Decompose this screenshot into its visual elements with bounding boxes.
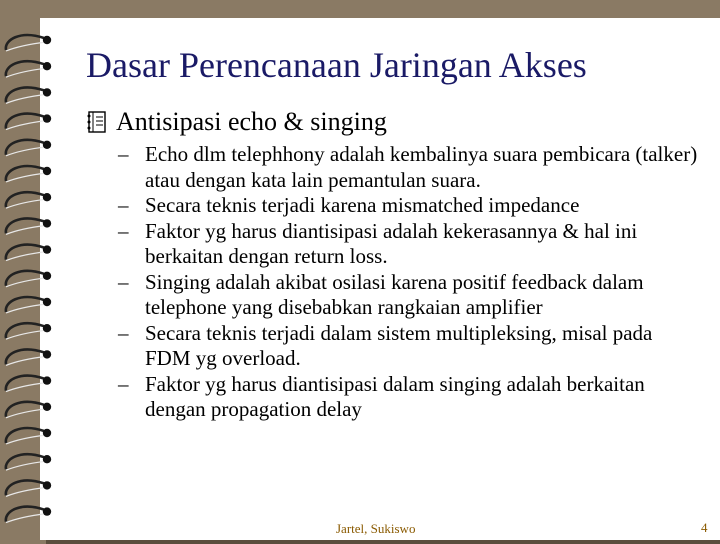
footer-author: Jartel, Sukiswo: [336, 521, 416, 536]
spiral-ring-icon: [6, 245, 51, 261]
spiral-ring-icon: [6, 140, 51, 156]
spiral-ring-icon: [6, 480, 51, 496]
spiral-ring-icon: [6, 428, 51, 444]
sub-bullet-item: [118, 270, 698, 321]
spiral-ring-icon: [6, 376, 51, 392]
sub-bullet-item: [118, 142, 698, 193]
spiral-ring-icon: [6, 192, 51, 208]
spiral-ring-icon: [6, 271, 51, 287]
slide-title: Dasar Perencanaan Jaringan Akses: [86, 45, 587, 85]
sub-bullet-list: [118, 142, 698, 423]
spiral-ring-icon: [6, 402, 51, 418]
sub-bullet-item: [118, 321, 698, 372]
spiral-ring-icon: [6, 114, 51, 130]
dash-marker: –: [118, 269, 129, 294]
spiral-ring-icon: [6, 297, 51, 313]
sub-bullet-text: Secara teknis terjadi karena mismatched impedance: [145, 193, 580, 217]
sub-bullet-text: Echo dlm telephhony adalah kembalinya suara pembicara (talker) atau dengan kata lain pemantulan suara.: [145, 142, 698, 192]
spiral-ring-icon: [6, 35, 51, 51]
spiral-ring-icon: [6, 454, 51, 470]
sub-bullet-item: [118, 219, 698, 270]
dash-marker: –: [118, 371, 129, 396]
sub-bullet-text: Faktor yg harus diantisipasi adalah kekerasannya & hal ini berkaitan dengan return loss.: [145, 218, 638, 268]
dash-marker: –: [118, 320, 129, 345]
spiral-binding: [0, 0, 80, 540]
sub-bullet-item: [118, 372, 698, 423]
spiral-ring-icon: [6, 166, 51, 182]
dash-marker: –: [118, 142, 129, 166]
sub-bullet-text: Secara teknis terjadi dalam sistem multipleksing, misal pada FDM yg overload.: [145, 320, 653, 370]
spiral-ring-icon: [6, 87, 51, 103]
spiral-ring-icon: [6, 507, 51, 523]
main-bullet-text: Antisipasi echo & singing: [116, 107, 387, 136]
dash-marker: –: [118, 193, 129, 217]
sub-bullet-text: Singing adalah akibat osilasi karena positif feedback dalam telephone yang disebabkan rangkaian amplifier: [145, 269, 644, 319]
spiral-ring-icon: [6, 218, 51, 234]
sub-bullet-text: Faktor yg harus diantisipasi dalam singing adalah berkaitan dengan propagation delay: [145, 371, 645, 421]
page-number: 4: [701, 520, 708, 535]
dash-marker: –: [118, 218, 129, 243]
spiral-ring-icon: [6, 323, 51, 339]
spiral-ring-icon: [6, 349, 51, 365]
spiral-ring-icon: [6, 61, 51, 77]
sub-bullet-item: [118, 193, 698, 219]
main-bullet: [86, 107, 706, 137]
notebook-icon: [86, 111, 108, 133]
